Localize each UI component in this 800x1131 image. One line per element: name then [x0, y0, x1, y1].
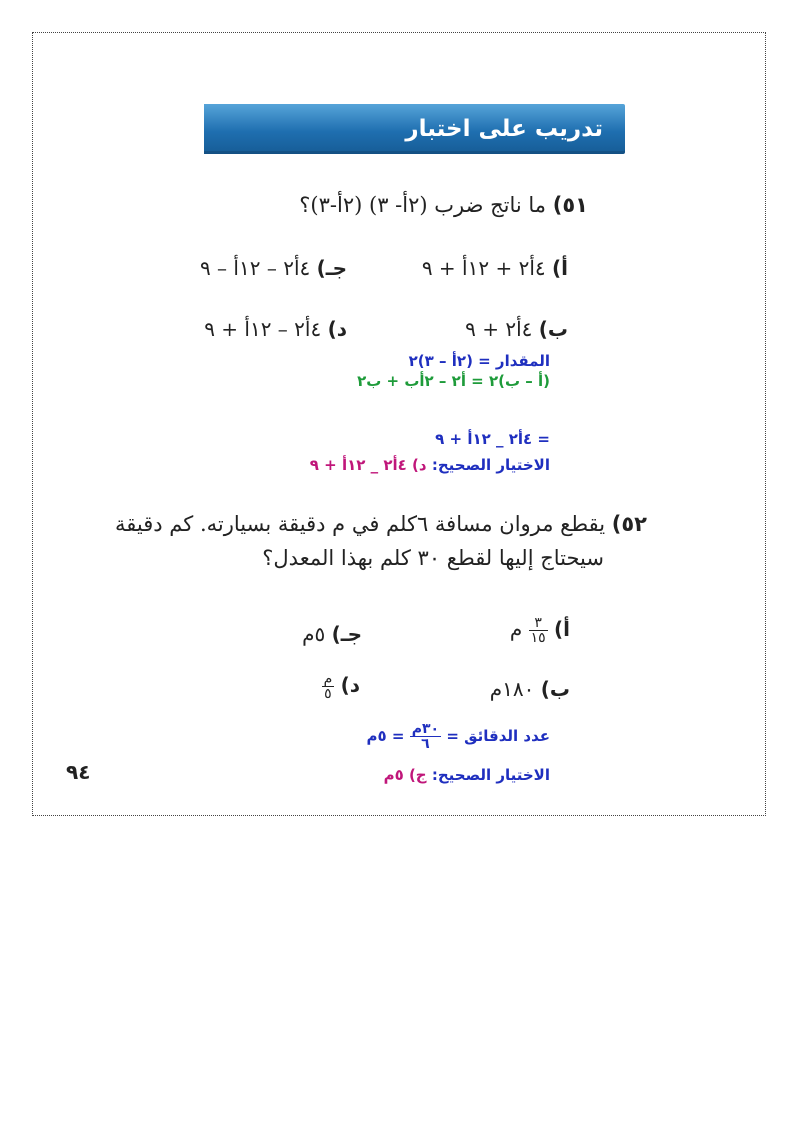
option-label: د)	[340, 673, 360, 697]
option-label: د)	[327, 317, 347, 341]
option-text: ١٨٠م	[489, 677, 535, 701]
option-d[interactable]	[204, 317, 347, 341]
option-label: ب)	[540, 677, 570, 701]
option-b[interactable]	[465, 317, 568, 341]
option-label: أ)	[552, 256, 568, 280]
option-label: أ)	[554, 617, 570, 641]
denominator: ٦	[410, 736, 441, 751]
unit: م	[509, 617, 523, 641]
option-label: ب)	[538, 317, 568, 341]
identity-note: (أ – ب)٢ = أ٢ – ٢أب + ب٢	[357, 372, 550, 390]
fraction	[529, 616, 548, 645]
option-label: جـ)	[316, 256, 347, 280]
solution-minutes	[367, 722, 550, 751]
solution-result: = ٥م	[366, 727, 405, 745]
section-banner	[204, 104, 625, 154]
question-52	[115, 512, 647, 536]
option-a[interactable]	[510, 616, 570, 645]
question-stem-line1: يقطع مروان مسافة ٦كلم في م دقيقة بسيارته. كم دقيقة	[115, 512, 606, 536]
answer-line	[310, 456, 550, 474]
denominator: ٥	[322, 686, 335, 701]
answer-prefix: الاختيار الصحيح:	[431, 766, 550, 784]
solution-label: عدد الدقائق =	[446, 727, 550, 745]
option-text: ٤أ٢ – ١٢أ + ٩	[204, 317, 322, 341]
option-d[interactable]	[322, 672, 360, 701]
question-51	[299, 193, 588, 217]
numerator: ٣٠م	[411, 721, 440, 737]
option-text: ٥م	[302, 622, 326, 646]
numerator: ٣	[534, 615, 542, 631]
option-text: ٤أ٢ + ٩	[465, 317, 533, 341]
option-b[interactable]	[490, 677, 570, 701]
answer-prefix: الاختيار الصحيح:	[431, 456, 550, 474]
answer-value: ج) ٥م	[383, 766, 427, 784]
answer-line	[384, 766, 550, 784]
answer-value: د) ٤أ٢ _ ١٢أ + ٩	[309, 456, 427, 474]
fraction	[410, 722, 441, 751]
question-stem: ما ناتج ضرب (٢أ- ٣) (٢أ-٣)؟	[299, 193, 547, 217]
option-text: ٤أ٢ + ١٢أ + ٩	[421, 256, 546, 280]
option-c[interactable]	[200, 256, 347, 280]
denominator: ١٥	[530, 630, 546, 646]
numerator: م	[323, 671, 333, 687]
question-number: ٥٢)	[611, 512, 647, 536]
solution-step-2: = ٤أ٢ _ ١٢أ + ٩	[435, 430, 550, 448]
question-number: ٥١)	[552, 193, 588, 217]
option-c[interactable]	[302, 622, 362, 646]
fraction	[322, 672, 335, 701]
banner-title: تدريب على اختبار	[405, 116, 603, 142]
option-a[interactable]	[422, 256, 568, 280]
solution-step-1: المقدار = (٢أ – ٣)٢	[408, 352, 550, 370]
option-text: ٤أ٢ – ١٢أ – ٩	[199, 256, 311, 280]
page-number: ٩٤	[66, 760, 91, 784]
option-label: جـ)	[331, 622, 362, 646]
question-52-line2: سيحتاج إليها لقطع ٣٠ كلم بهذا المعدل؟	[262, 546, 604, 570]
